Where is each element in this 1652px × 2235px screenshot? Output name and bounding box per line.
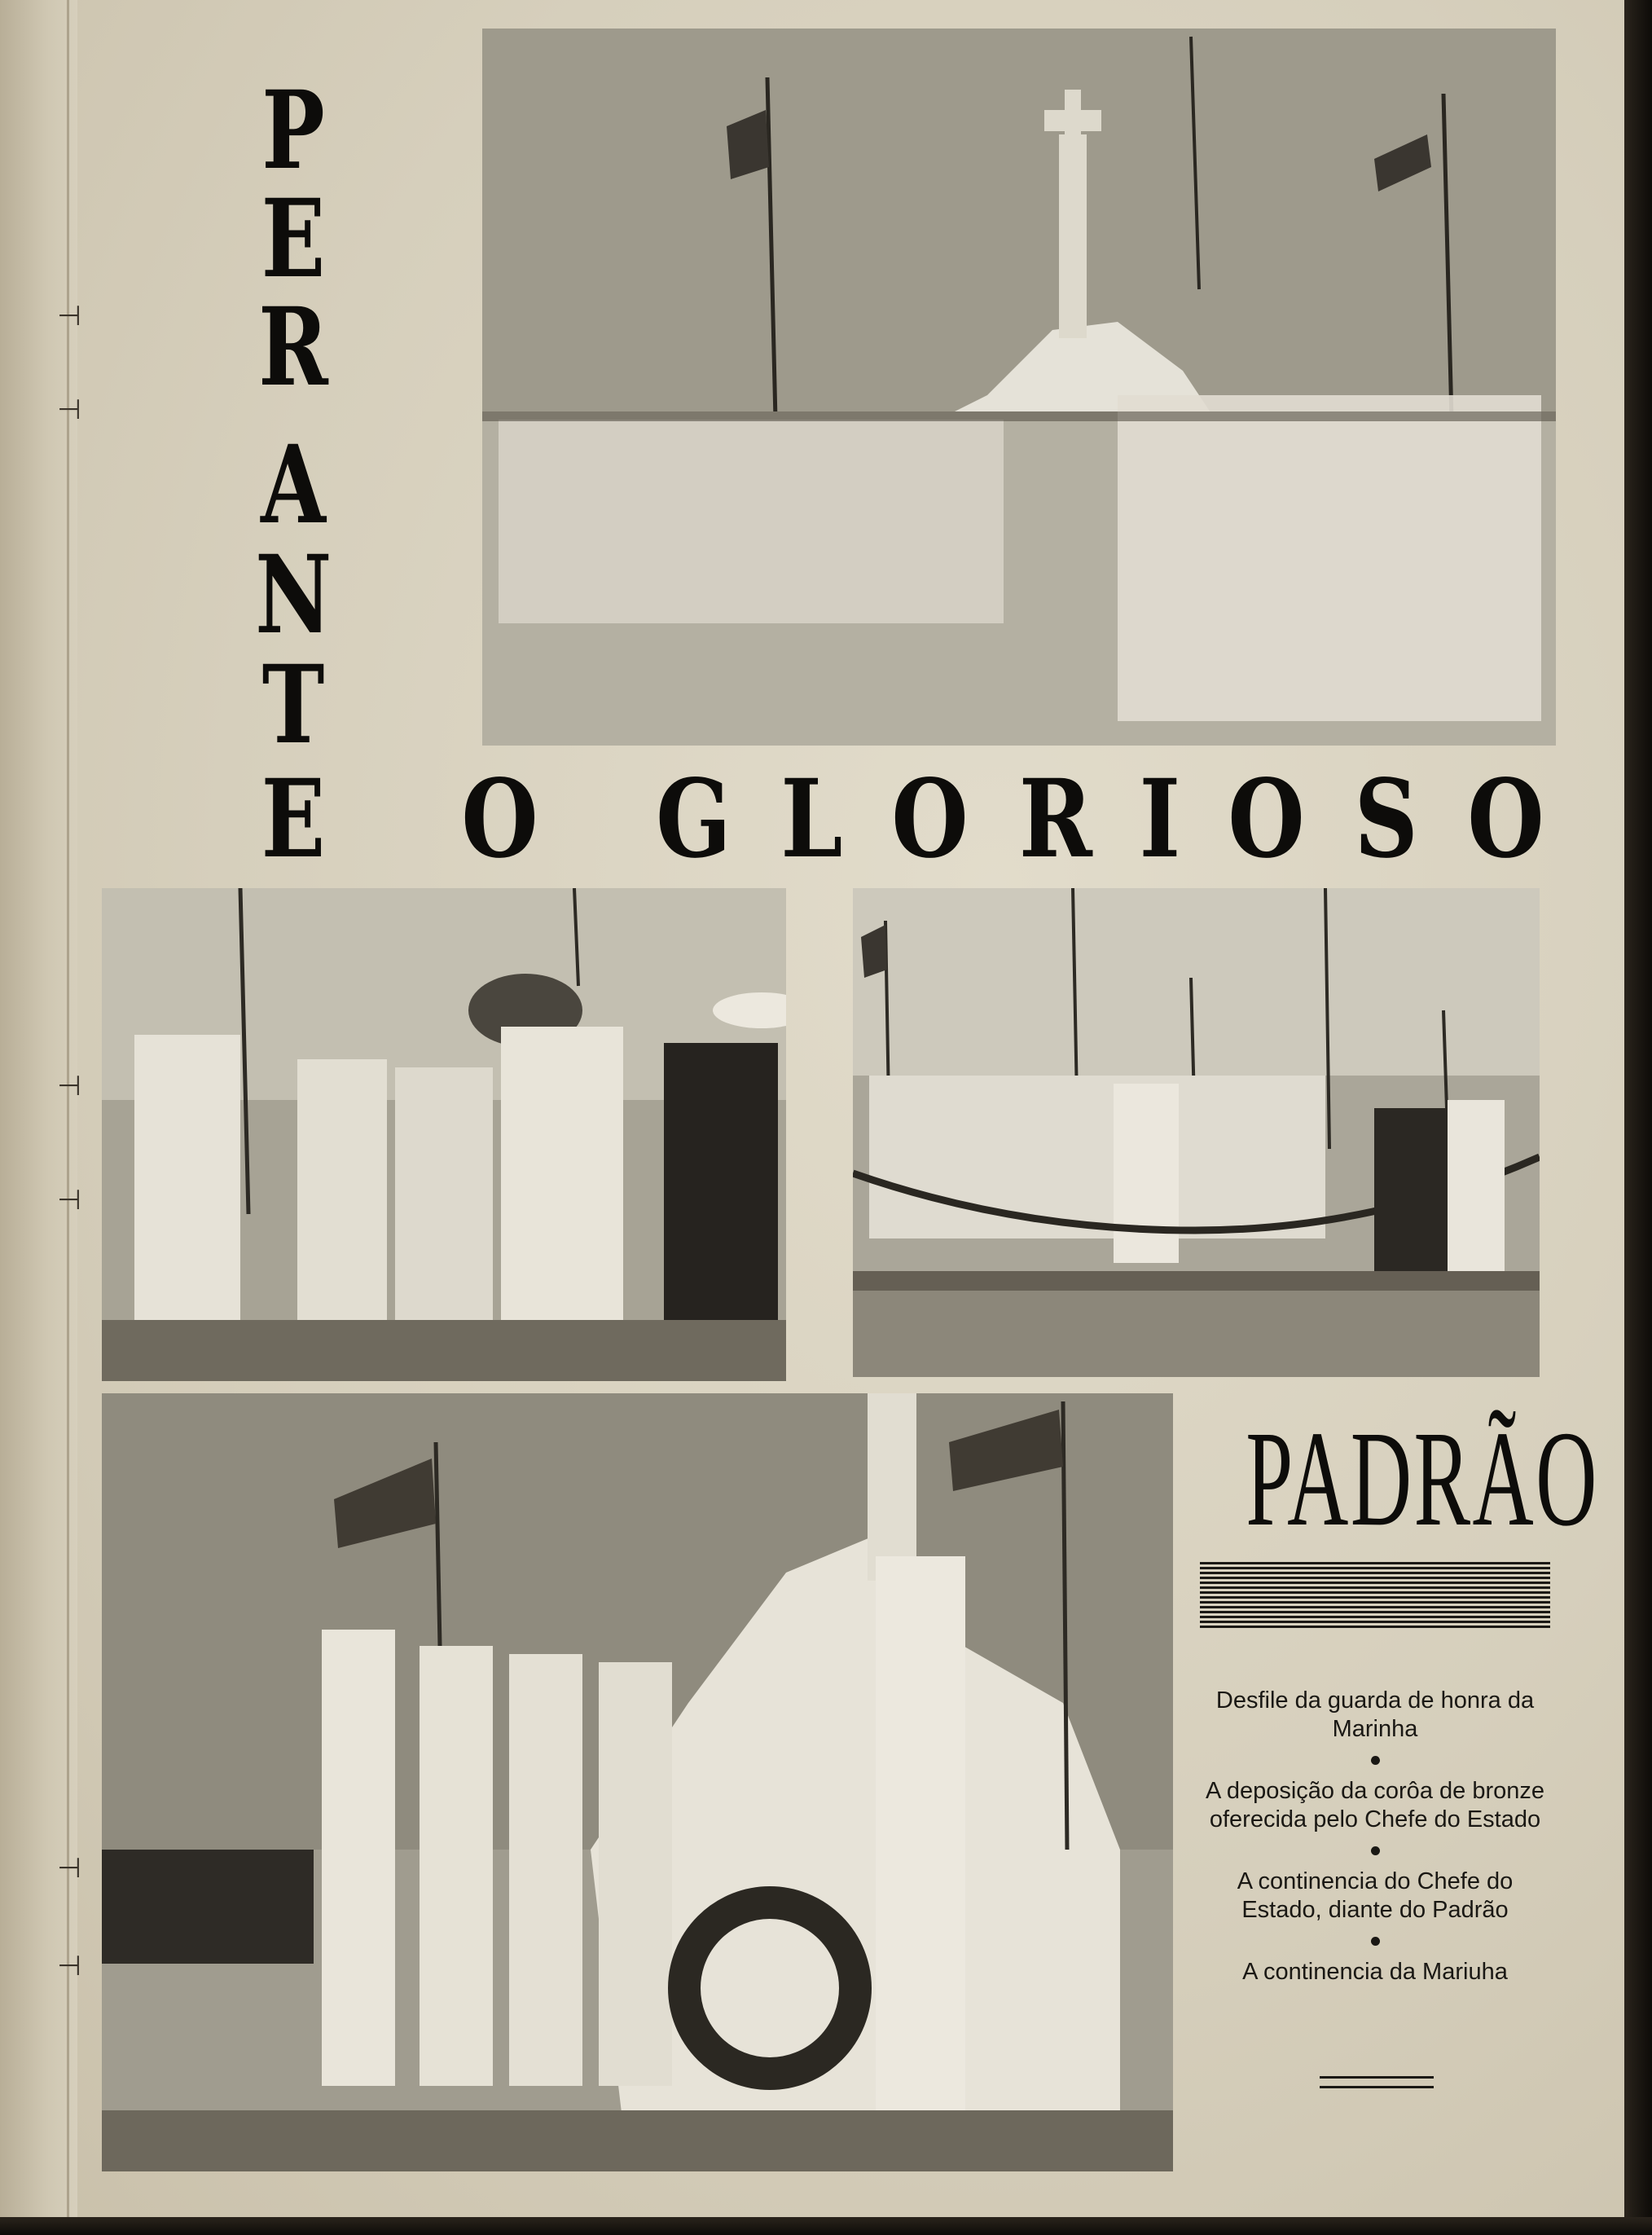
page-edge [0, 2217, 1652, 2235]
title-letter: A [261, 422, 326, 548]
binding-stitch: ⊣ [57, 1070, 81, 1102]
bullet-dot [1371, 1937, 1380, 1946]
binding-stitch: ⊣ [57, 1184, 81, 1216]
caption-chief-salute: A continencia do Chefe do Estado, diante do Padrão [1237, 1868, 1514, 1923]
wreath-laying-photo [102, 888, 786, 1381]
title-letter: O [1467, 755, 1544, 882]
navy-salute-photo [102, 1393, 1173, 2171]
bullet-dot [1371, 1756, 1380, 1765]
subject-heading: PADRÃO [1246, 1403, 1599, 1555]
title-letter: I [1139, 755, 1181, 882]
binding-stitch: ⊣ [57, 394, 81, 426]
title-letter: G [656, 755, 732, 882]
title-letter: O [891, 755, 969, 882]
horizontal-title [453, 755, 1553, 882]
decorative-rules [1200, 1562, 1550, 1630]
title-letter: O [461, 755, 538, 882]
title-letter: R [258, 284, 328, 411]
title-letter: P [261, 68, 325, 194]
title-letter: E [261, 756, 326, 882]
chief-salute-photo [853, 888, 1540, 1377]
caption-navy-salute: A continencia da Mariuha [1242, 1959, 1508, 1985]
title-letter: L [780, 755, 843, 882]
caption-wreath: A deposição da corôa de bronze oferecida pelo Chefe do Estado [1206, 1778, 1544, 1832]
bullet-dot [1371, 1846, 1380, 1855]
title-letter: S [1354, 755, 1418, 882]
parade-photo [482, 29, 1556, 746]
title-letter: N [255, 532, 332, 658]
closing-rule [1320, 2076, 1434, 2088]
binding-fold [67, 0, 69, 2235]
binding-stitch: ⊣ [57, 1950, 81, 1982]
page-edge [1624, 0, 1652, 2235]
title-letter: E [261, 176, 326, 302]
binding-spine [0, 0, 77, 2235]
binding-stitch: ⊣ [57, 1852, 81, 1885]
binding-stitch: ⊣ [57, 300, 81, 332]
caption-parade: Desfile da guarda de honra da Marinha [1215, 1687, 1535, 1742]
title-letter: O [1228, 755, 1305, 882]
title-letter: R [1019, 755, 1093, 882]
title-letter: T [261, 642, 325, 768]
photo-captions [1196, 1687, 1554, 1986]
